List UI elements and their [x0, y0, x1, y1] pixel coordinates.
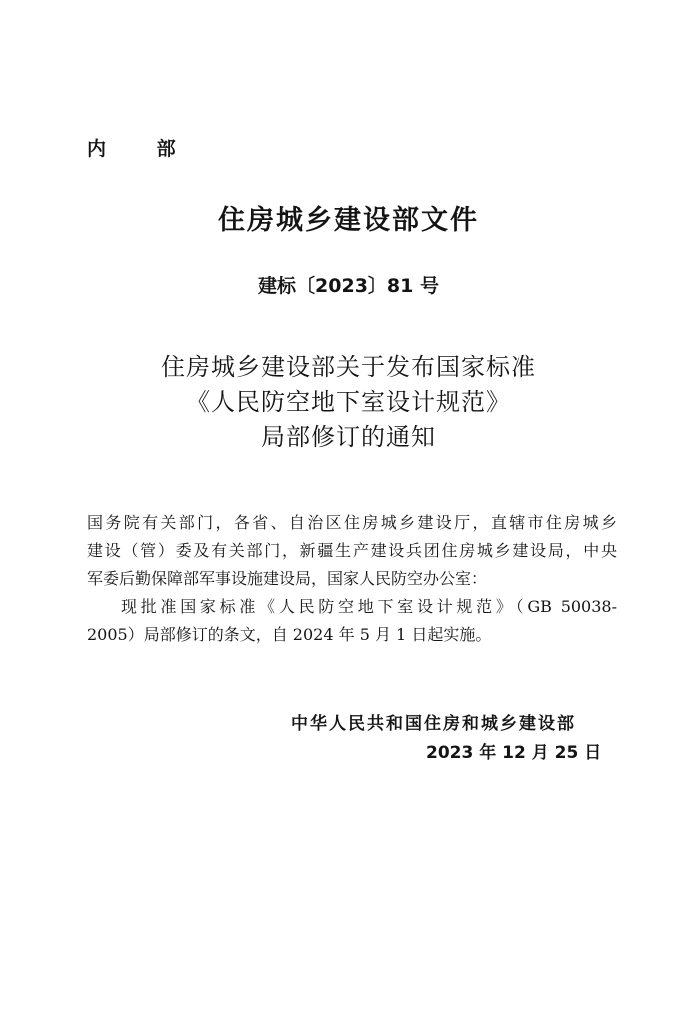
content-paragraph — [87, 593, 617, 649]
signature-date: 2023 年 12 月 25 日 — [426, 743, 602, 763]
body-line: 2005）局部修订的条文，自 2024 年 5 月 1 日起实施。 — [87, 625, 492, 644]
document-number: 建标〔2023〕81 号 — [258, 275, 439, 297]
signature-organization: 中华人民共和国住房和城乡建设部 — [291, 714, 576, 734]
notice-title-line: 住房城乡建设部关于发布国家标准 — [161, 353, 536, 381]
body-line: 建设（管）委及有关部门，新疆生产建设兵团住房城乡建设局，中央 — [87, 541, 617, 560]
issuer-heading: 住房城乡建设部文件 — [218, 205, 479, 236]
notice-title-line: 局部修订的通知 — [261, 423, 436, 451]
body-line: 国务院有关部门，各省、自治区住房城乡建设厅，直辖市住房城乡 — [87, 513, 617, 532]
body-line: 军委后勤保障部军事设施建设局，国家人民防空办公室： — [87, 569, 488, 588]
notice-title — [0, 350, 697, 455]
body-line: 现批准国家标准《人民防空地下室设计规范》（GB 50038- — [121, 597, 617, 616]
classification-label: 内 部 — [87, 138, 198, 160]
notice-title-line: 《人民防空地下室设计规范》 — [186, 388, 511, 416]
addressee-paragraph — [87, 509, 617, 593]
notice-body — [87, 509, 617, 649]
